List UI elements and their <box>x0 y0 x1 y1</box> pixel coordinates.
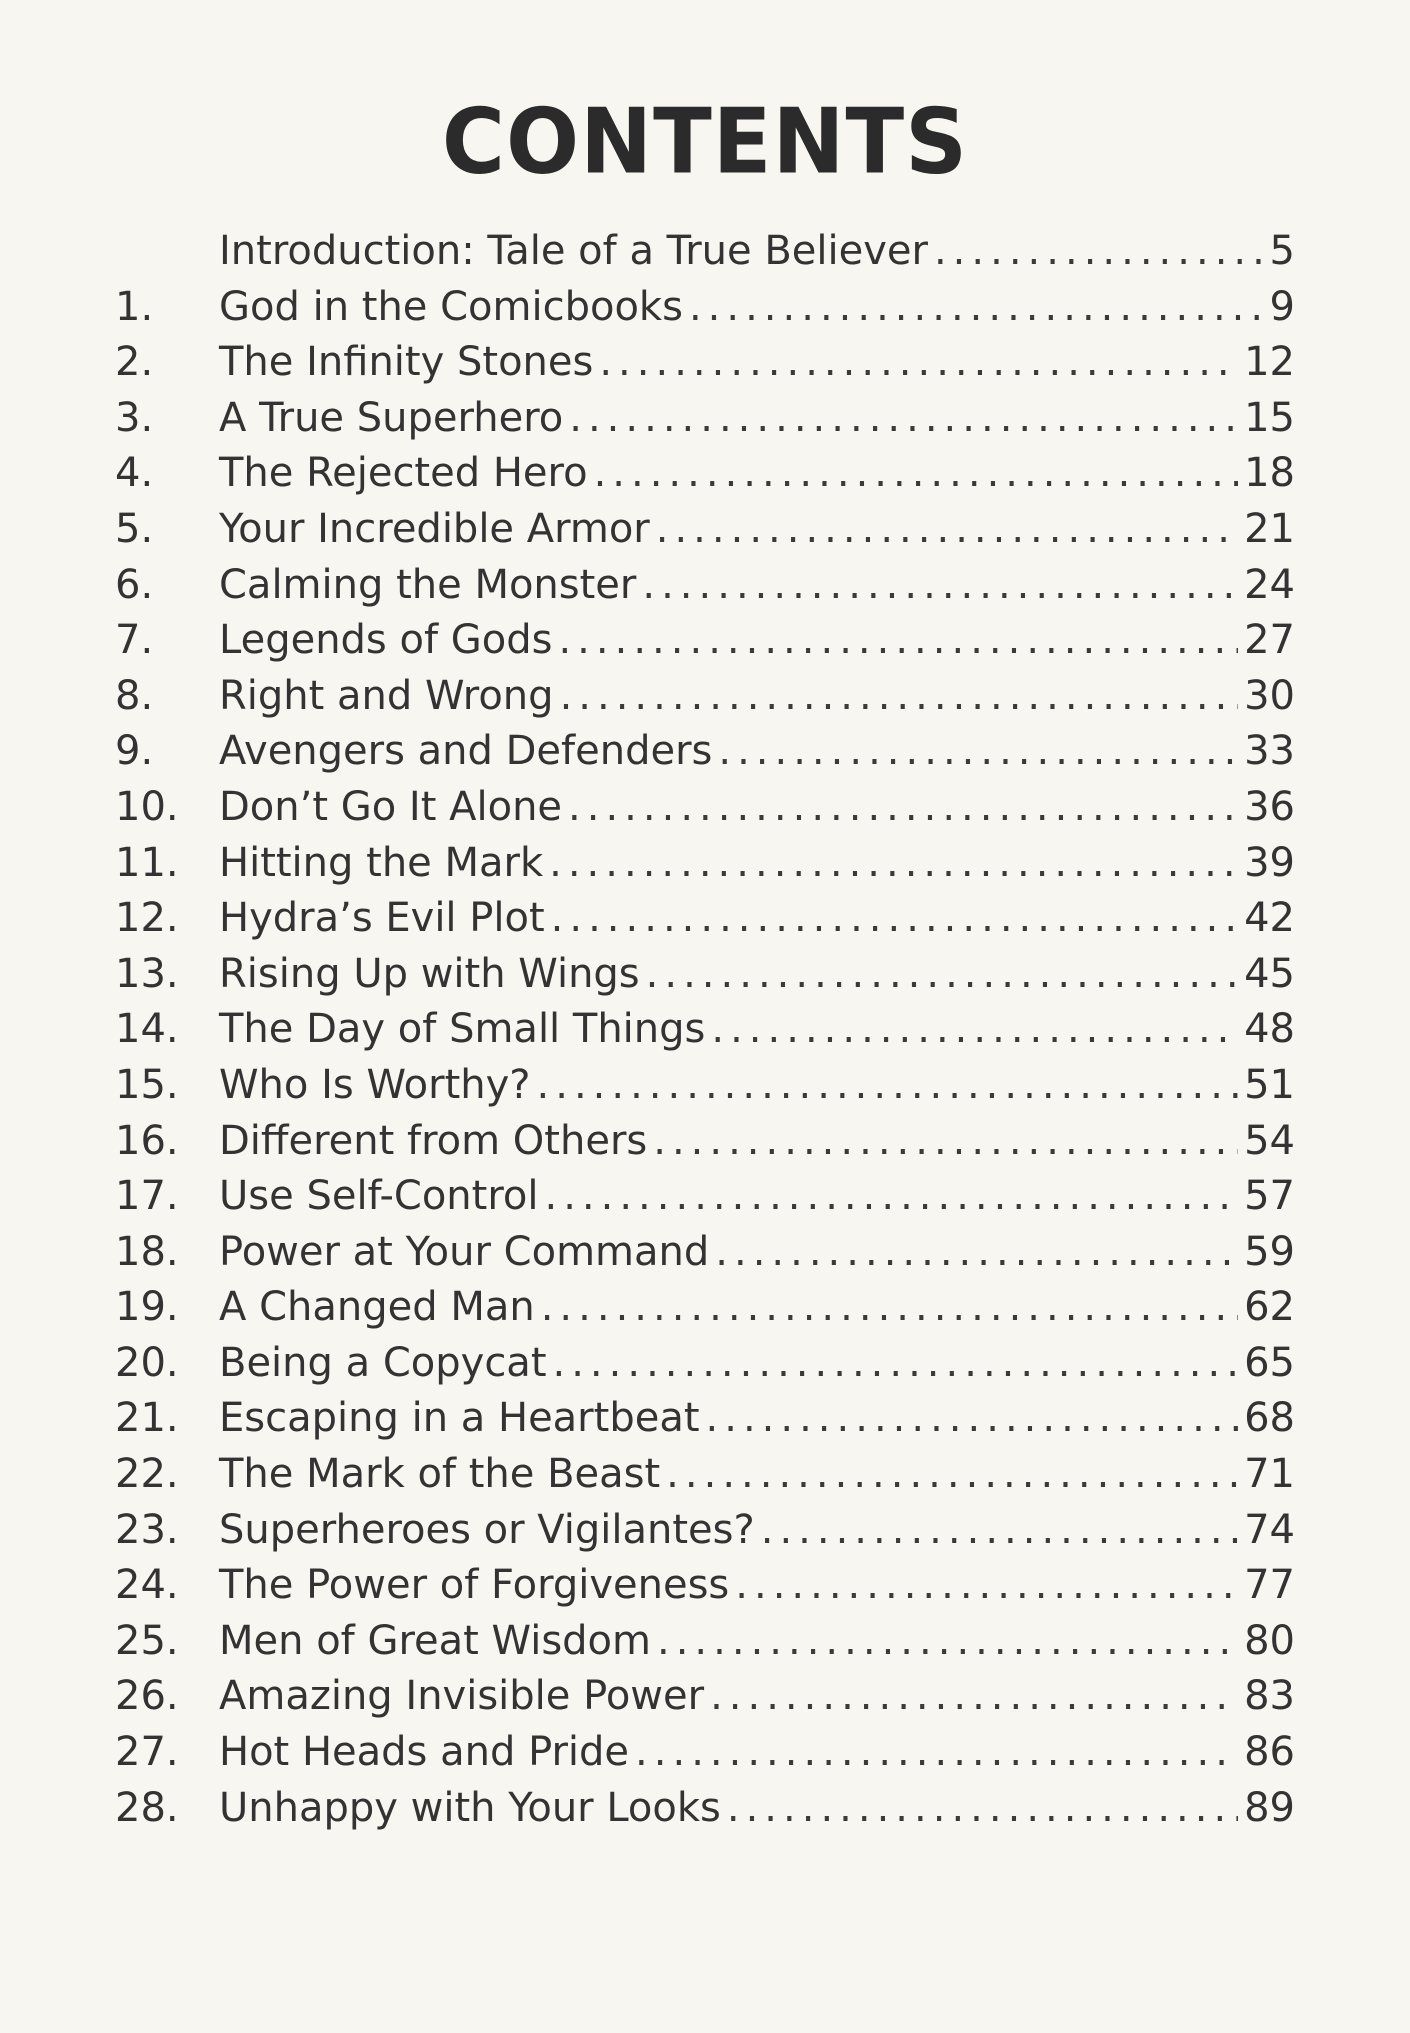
chapter-title: Introduction: Tale of a True Believer <box>219 228 928 274</box>
toc-entry <box>115 1618 1295 1674</box>
toc-entry <box>115 1118 1295 1174</box>
page-number: 27 <box>1244 617 1295 664</box>
chapter-number: 17. <box>115 1173 179 1220</box>
page-number: 15 <box>1244 394 1295 441</box>
dot-leader <box>544 1173 1238 1219</box>
toc-entry <box>115 1062 1295 1118</box>
dot-leader <box>537 1062 1239 1108</box>
chapter-title: The Mark of the Beast <box>219 1451 661 1498</box>
toc-entry <box>115 1785 1295 1841</box>
chapter-title: Being a Copycat <box>219 1339 547 1386</box>
dot-leader <box>761 1507 1238 1553</box>
toc-entry <box>115 562 1295 618</box>
page-number: 68 <box>1244 1395 1295 1442</box>
chapter-number: 20. <box>115 1339 179 1386</box>
page-number: 86 <box>1244 1729 1295 1776</box>
page-number: 51 <box>1244 1061 1295 1108</box>
page-number: 12 <box>1244 339 1295 386</box>
dot-leader <box>646 951 1238 997</box>
page-number: 24 <box>1244 561 1295 608</box>
dot-leader <box>715 1229 1238 1275</box>
toc-entry <box>115 450 1295 506</box>
chapter-number: 10. <box>115 783 179 830</box>
chapter-title: Who Is Worthy? <box>219 1061 531 1108</box>
dot-leader <box>541 1284 1238 1330</box>
dot-leader <box>706 1395 1239 1441</box>
page-number: 33 <box>1244 728 1295 775</box>
chapter-title: Power at Your Command <box>219 1228 710 1275</box>
toc-entry <box>115 1173 1295 1229</box>
toc-entry <box>115 784 1295 840</box>
chapter-number: 1. <box>115 283 154 330</box>
chapter-number: 3. <box>115 394 154 441</box>
chapter-number: 28. <box>115 1784 179 1831</box>
chapter-title: Escaping in a Heartbeat <box>219 1395 700 1442</box>
page-number: 80 <box>1244 1617 1295 1664</box>
dot-leader <box>558 617 1238 663</box>
chapter-title: The Power of Forgiveness <box>219 1562 730 1609</box>
chapter-number: 4. <box>115 450 154 497</box>
dot-leader <box>718 728 1238 774</box>
chapter-title: Rising Up with Wings <box>219 950 640 997</box>
chapter-title: Different from Others <box>219 1117 648 1164</box>
chapter-title: Legends of Gods <box>219 617 553 664</box>
toc-entry <box>115 840 1295 896</box>
chapter-number: 18. <box>115 1228 179 1275</box>
page-number: 30 <box>1244 672 1295 719</box>
page-number: 65 <box>1244 1339 1295 1386</box>
page-number: 83 <box>1244 1673 1295 1720</box>
chapter-title: Hitting the Mark <box>219 839 544 886</box>
chapter-number: 16. <box>115 1117 179 1164</box>
chapter-title: Right and Wrong <box>219 672 554 719</box>
chapter-number: 5. <box>115 505 154 552</box>
dot-leader <box>934 228 1264 274</box>
table-of-contents <box>115 228 1295 1840</box>
toc-entry <box>115 506 1295 562</box>
page-number: 48 <box>1244 1006 1295 1053</box>
dot-leader <box>599 339 1238 385</box>
page-number: 59 <box>1244 1228 1295 1275</box>
chapter-number: 12. <box>115 895 179 942</box>
chapter-number: 15. <box>115 1061 179 1108</box>
dot-leader <box>656 506 1238 552</box>
page-number: 21 <box>1244 505 1295 552</box>
dot-leader <box>689 284 1264 330</box>
dot-leader <box>635 1729 1238 1775</box>
chapter-number: 27. <box>115 1729 179 1776</box>
chapter-title: Hot Heads and Pride <box>219 1729 630 1776</box>
chapter-title: Avengers and Defenders <box>219 728 713 775</box>
toc-entry <box>115 1395 1295 1451</box>
page-number: 42 <box>1244 895 1295 942</box>
chapter-number: 23. <box>115 1506 179 1553</box>
chapter-number: 6. <box>115 561 154 608</box>
page-number: 9 <box>1269 283 1295 330</box>
chapter-title: Don’t Go It Alone <box>219 783 563 830</box>
dot-leader <box>569 395 1238 441</box>
chapter-number: 8. <box>115 672 154 719</box>
dot-leader <box>735 1562 1238 1608</box>
chapter-title: The Rejected Hero <box>219 450 588 497</box>
chapter-title: The Infinity Stones <box>219 339 594 386</box>
dot-leader <box>642 562 1238 608</box>
page-number: 5 <box>1269 228 1295 274</box>
toc-entry <box>115 1562 1295 1618</box>
dot-leader <box>560 673 1239 719</box>
page-number: 18 <box>1244 450 1295 497</box>
dot-leader <box>710 1673 1238 1719</box>
toc-entry <box>115 1451 1295 1507</box>
chapter-title: Amazing Invisible Power <box>219 1673 705 1720</box>
page-number: 74 <box>1244 1506 1295 1553</box>
dot-leader <box>551 895 1238 941</box>
chapter-number: 7. <box>115 617 154 664</box>
page-title: CONTENTS <box>441 89 969 195</box>
page-number: 36 <box>1244 783 1295 830</box>
toc-entry <box>115 617 1295 673</box>
toc-entry <box>115 1673 1295 1729</box>
chapter-number: 21. <box>115 1395 179 1442</box>
toc-entry <box>115 1507 1295 1563</box>
chapter-title: Use Self-Control <box>219 1173 539 1220</box>
chapter-number: 22. <box>115 1451 179 1498</box>
chapter-title: A True Superhero <box>219 394 564 441</box>
chapter-title: God in the Comicbooks <box>219 283 683 330</box>
toc-entry <box>115 1284 1295 1340</box>
toc-entry <box>115 1229 1295 1285</box>
chapter-number: 11. <box>115 839 179 886</box>
dot-leader <box>549 840 1238 886</box>
chapter-title: Unhappy with Your Looks <box>219 1784 721 1831</box>
toc-entry <box>115 895 1295 951</box>
dot-leader <box>594 450 1239 496</box>
chapter-number: 19. <box>115 1284 179 1331</box>
chapter-title: Superheroes or Vigilantes? <box>219 1506 755 1553</box>
chapter-number: 25. <box>115 1617 179 1664</box>
chapter-number: 9. <box>115 728 154 775</box>
dot-leader <box>711 1006 1238 1052</box>
page-number: 54 <box>1244 1117 1295 1164</box>
toc-entry <box>115 673 1295 729</box>
toc-entry <box>115 1729 1295 1785</box>
page-number: 39 <box>1244 839 1295 886</box>
chapter-number: 14. <box>115 1006 179 1053</box>
page-number: 57 <box>1244 1173 1295 1220</box>
chapter-number: 24. <box>115 1562 179 1609</box>
page-number: 89 <box>1244 1784 1295 1831</box>
dot-leader <box>553 1340 1239 1386</box>
toc-entry <box>115 728 1295 784</box>
page-number: 71 <box>1244 1451 1295 1498</box>
toc-entry <box>115 395 1295 451</box>
chapter-title: The Day of Small Things <box>219 1006 706 1053</box>
toc-entry <box>115 951 1295 1007</box>
toc-entry <box>115 284 1295 340</box>
toc-entry <box>115 1006 1295 1062</box>
chapter-title: Calming the Monster <box>219 561 637 608</box>
page-number: 77 <box>1244 1562 1295 1609</box>
toc-entry <box>115 228 1295 284</box>
chapter-title: A Changed Man <box>219 1284 535 1331</box>
dot-leader <box>657 1618 1238 1664</box>
chapter-title: Hydra’s Evil Plot <box>219 895 545 942</box>
chapter-number: 13. <box>115 950 179 997</box>
chapter-number: 2. <box>115 339 154 386</box>
toc-entry <box>115 339 1295 395</box>
chapter-title: Men of Great Wisdom <box>219 1617 651 1664</box>
chapter-number: 26. <box>115 1673 179 1720</box>
page-number: 62 <box>1244 1284 1295 1331</box>
toc-entry <box>115 1340 1295 1396</box>
page-number: 45 <box>1244 950 1295 997</box>
dot-leader <box>666 1451 1238 1497</box>
dot-leader <box>653 1118 1238 1164</box>
dot-leader <box>568 784 1238 830</box>
dot-leader <box>727 1785 1238 1831</box>
chapter-title: Your Incredible Armor <box>219 505 650 552</box>
